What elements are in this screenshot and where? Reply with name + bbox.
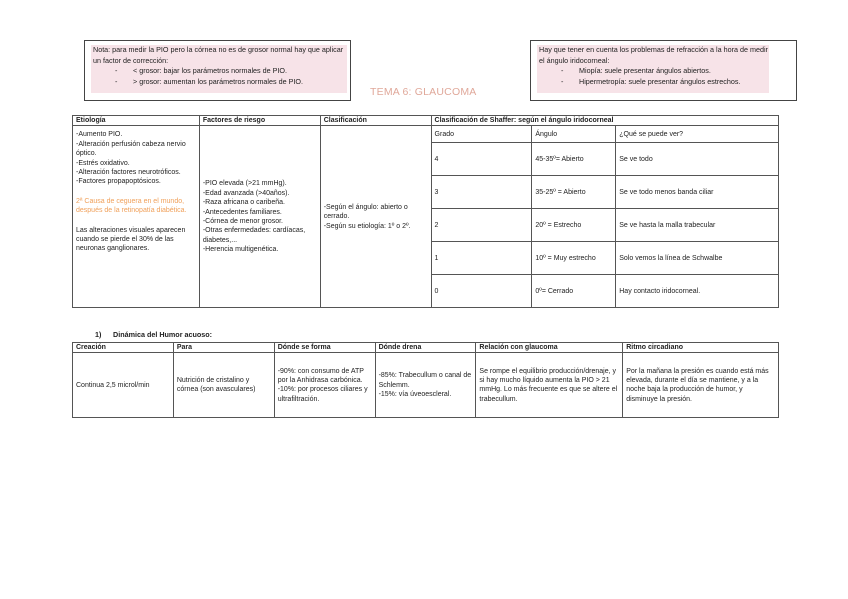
- note-cornea-intro: Nota: para medir la PIO pero la córnea no es de grosor normal hay que aplicar un factor de corrección:: [93, 45, 344, 65]
- forma-cell: [274, 353, 375, 418]
- shaffer-header-grado: Grado: [431, 126, 532, 143]
- drena-item: -15%: vía úveoescleral.: [378, 391, 452, 399]
- shaffer-grado: 2: [431, 209, 532, 242]
- note-box-cornea: [84, 40, 351, 101]
- etiologia-item: -Factores propapoptósicos.: [76, 178, 161, 186]
- etiologia-highlight: 2ª Causa de ceguera en el mundo, después de la retinopatía diabética.: [76, 197, 187, 215]
- forma-item: -90%: con consumo de ATP por la Anhidrasa carbónica.: [277, 367, 364, 384]
- etiologia-item: -Aumento PIO.: [76, 131, 123, 139]
- header-shaffer: Clasificación de Shaffer: según el ángulo iridocorneal: [431, 116, 778, 126]
- factor-item: -Herencia multigenética.: [202, 246, 279, 254]
- shaffer-header-ver: ¿Qué se puede ver?: [616, 126, 779, 143]
- section-heading: [95, 330, 212, 339]
- note-cornea-item: - < grosor: bajar los parámetros normales de PIO.: [133, 66, 347, 77]
- glaucoma-cell: Se rompe el equilibrio producción/drenaje, y si hay mucho líquido aumenta la PIO > 21 mmHg. Lo más frecuente es que se altere el trabecullum.: [476, 353, 623, 418]
- note-box-refraccion: [530, 40, 797, 101]
- note-cornea-item: - > grosor: aumentan los parámetros normales de PIO.: [133, 77, 347, 88]
- header-etiologia: Etiología: [73, 116, 200, 126]
- shaffer-grado: 0: [431, 275, 532, 308]
- etiologia-item: -Alteración perfusión cabeza nervio óptico.: [76, 140, 186, 158]
- header-para: Para: [173, 343, 274, 353]
- shaffer-ver: Se ve todo: [616, 143, 779, 176]
- creacion-cell: Continua 2,5 microl/min: [73, 353, 174, 418]
- shaffer-angulo: 45-35º= Abierto: [532, 143, 616, 176]
- factor-item: -Córnea de menor grosor.: [202, 217, 283, 225]
- shaffer-angulo: 10º = Muy estrecho: [532, 242, 616, 275]
- clasificacion-item: -Según su etiología: 1º o 2º.: [323, 222, 411, 230]
- etiologia-note: Las alteraciones visuales aparecen cuando se pierde el 30% de las neuronas ganglionares.: [76, 226, 186, 253]
- etiologia-item: -Estrés oxidativo.: [76, 159, 130, 167]
- forma-item: -10%: por procesos ciliares y ultrafiltración.: [277, 386, 368, 403]
- glaucoma-table: [72, 115, 779, 308]
- factor-item: -Raza africana o caribeña.: [202, 199, 285, 207]
- shaffer-grado: 3: [431, 176, 532, 209]
- shaffer-grado: 4: [431, 143, 532, 176]
- para-cell: Nutrición de cristalino y córnea (son avasculares): [173, 353, 274, 418]
- header-ritmo: Ritmo circadiano: [623, 343, 779, 353]
- note-refraccion-item: - Miopía: suele presentar ángulos abiertos.: [579, 66, 769, 77]
- shaffer-angulo: 0º= Cerrado: [532, 275, 616, 308]
- clasificacion-item: -Según el ángulo: abierto o cerrado.: [323, 203, 408, 221]
- shaffer-ver: Se ve hasta la malla trabecular: [616, 209, 779, 242]
- shaffer-grado: 1: [431, 242, 532, 275]
- factor-item: -Otras enfermedades: cardíacas, diabetes,...: [202, 227, 306, 244]
- header-forma: Dónde se forma: [274, 343, 375, 353]
- note-refraccion-intro: Hay que tener en cuenta los problemas de refracción a la hora de medir el ángulo iridocorneal:: [539, 45, 768, 65]
- clasificacion-cell: [320, 126, 431, 308]
- shaffer-angulo: 20º = Estrecho: [532, 209, 616, 242]
- header-creacion: Creación: [73, 343, 174, 353]
- header-glaucoma: Relación con glaucoma: [476, 343, 623, 353]
- note-box-cornea-content: [91, 45, 347, 93]
- page-title: TEMA 6: GLAUCOMA: [370, 86, 477, 98]
- etiologia-cell: [73, 126, 200, 308]
- factores-cell: [199, 126, 320, 308]
- shaffer-ver: Se ve todo menos banda ciliar: [616, 176, 779, 209]
- section-label: Dinámica del Humor acuoso:: [113, 330, 213, 339]
- factor-item: -PIO elevada (>21 mmHg).: [202, 180, 287, 188]
- drena-item: -85%: Trabecullum o canal de Schlemm.: [378, 372, 472, 389]
- header-factores: Factores de riesgo: [199, 116, 320, 126]
- humor-acuoso-table: [72, 342, 779, 418]
- factor-item: -Edad avanzada (>40años).: [202, 189, 290, 197]
- header-clasificacion: Clasificación: [320, 116, 431, 126]
- note-box-refraccion-content: [537, 45, 769, 93]
- shaffer-header-angulo: Ángulo: [532, 126, 616, 143]
- note-refraccion-item: - Hipermetropía: suele presentar ángulos estrechos.: [579, 77, 769, 88]
- etiologia-item: -Alteración factores neurotróficos.: [76, 169, 181, 177]
- drena-cell: [375, 353, 476, 418]
- shaffer-ver: Solo vemos la línea de Schwalbe: [616, 242, 779, 275]
- shaffer-ver: Hay contacto iridocorneal.: [616, 275, 779, 308]
- header-drena: Dónde drena: [375, 343, 476, 353]
- shaffer-angulo: 35-25º = Abierto: [532, 176, 616, 209]
- factor-item: -Antecedentes familiares.: [202, 208, 282, 216]
- section-number: 1): [95, 330, 102, 339]
- ritmo-cell: Por la mañana la presión es cuando está más elevada, durante el día se mantiene, y a la noche baja la producción de humor, y disminuye la presión.: [623, 353, 779, 418]
